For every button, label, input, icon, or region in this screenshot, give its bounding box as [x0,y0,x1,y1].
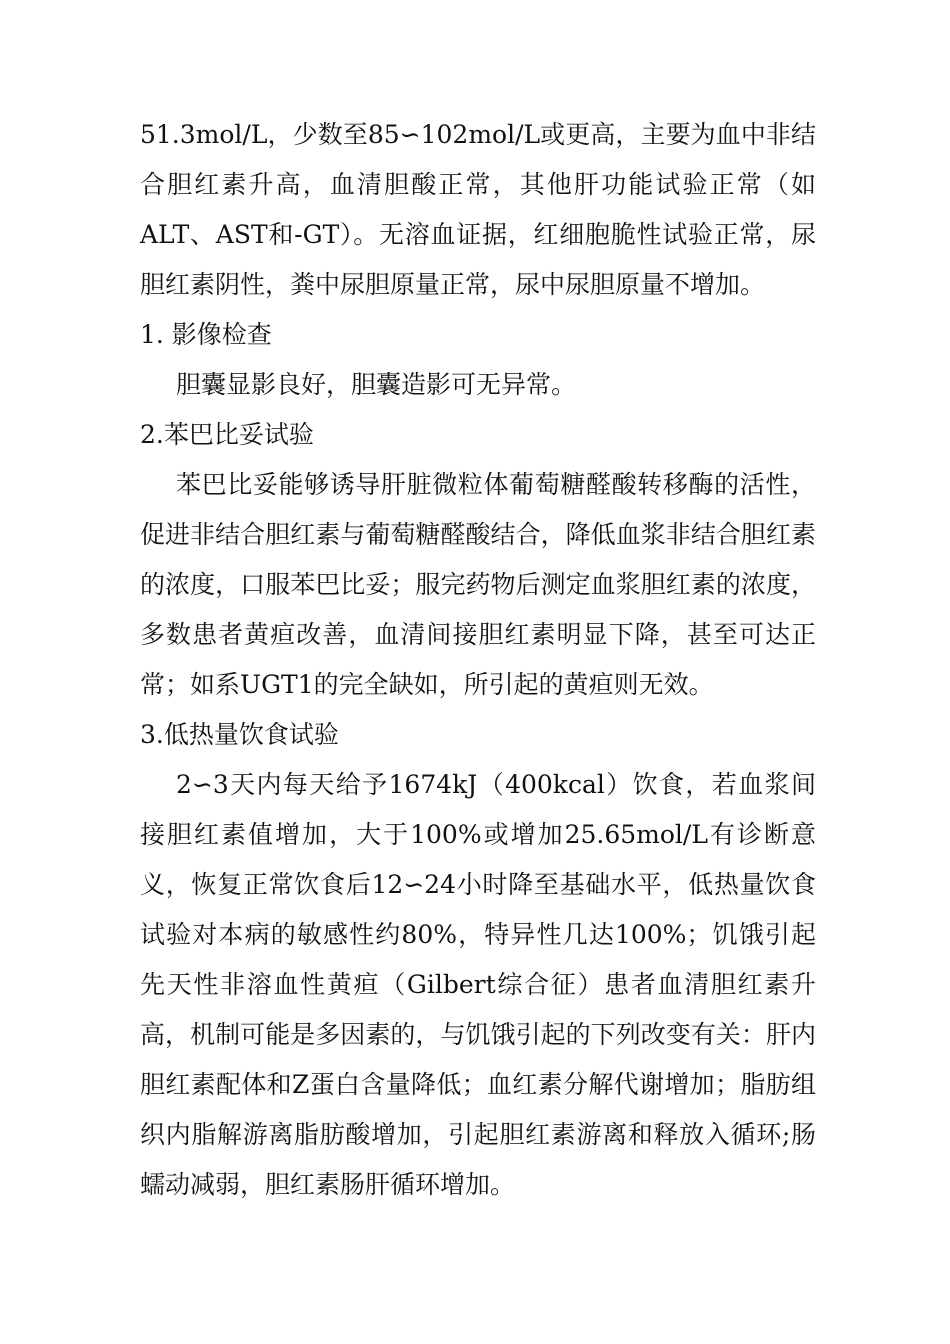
paragraph-imaging-exam: 胆囊显影良好，胆囊造影可无异常。 [176,370,577,399]
heading-imaging-exam: 1. 影像检查 [140,320,272,349]
paragraph-phenobarbital-test: 苯巴比妥能够诱导肝脏微粒体葡萄糖醛酸转移酶的活性，促进非结合胆红素与葡萄糖醛酸结合，降低血浆非结合胆红素的浓度，口服苯巴比妥；服完药物后测定血浆胆红素的浓度，多数患者黄疸改善，血清间接胆红素明显下降，甚至可达正常；如系UGT1的完全缺如，所引起的黄疸则无效。 [140,470,816,699]
document-body [140,110,816,1210]
heading-phenobarbital-test: 2.苯巴比妥试验 [140,420,314,449]
heading-low-calorie-test: 3.低热量饮食试验 [140,720,339,749]
paragraph-lab-results: 51.3mol/L，少数至85∽102mol/L或更高，主要为血中非结合胆红素升高，血清胆酸正常，其他肝功能试验正常（如ALT、AST和-GT）。无溶血证据，红细胞脆性试验正常，尿胆红素阴性，粪中尿胆原量正常，尿中尿胆原量不增加。 [140,120,816,299]
paragraph-low-calorie-test: 2∽3天内每天给予1674kJ（400kcal）饮食，若血浆间接胆红素值增加，大于100%或增加25.65mol/L有诊断意义，恢复正常饮食后12∽24小时降至基础水平，低热量饮食试验对本病的敏感性约80%，特异性几达100%；饥饿引起先天性非溶血性黄疸（Gilbert综合征）患者血清胆红素升高，机制可能是多因素的，与饥饿引起的下列改变有关：肝内胆红素配体和Z蛋白含量降低；血红素分解代谢增加；脂肪组织内脂解游离脂肪酸增加，引起胆红素游离和释放入循环;肠蠕动减弱，胆红素肠肝循环增加。 [140,770,816,1199]
